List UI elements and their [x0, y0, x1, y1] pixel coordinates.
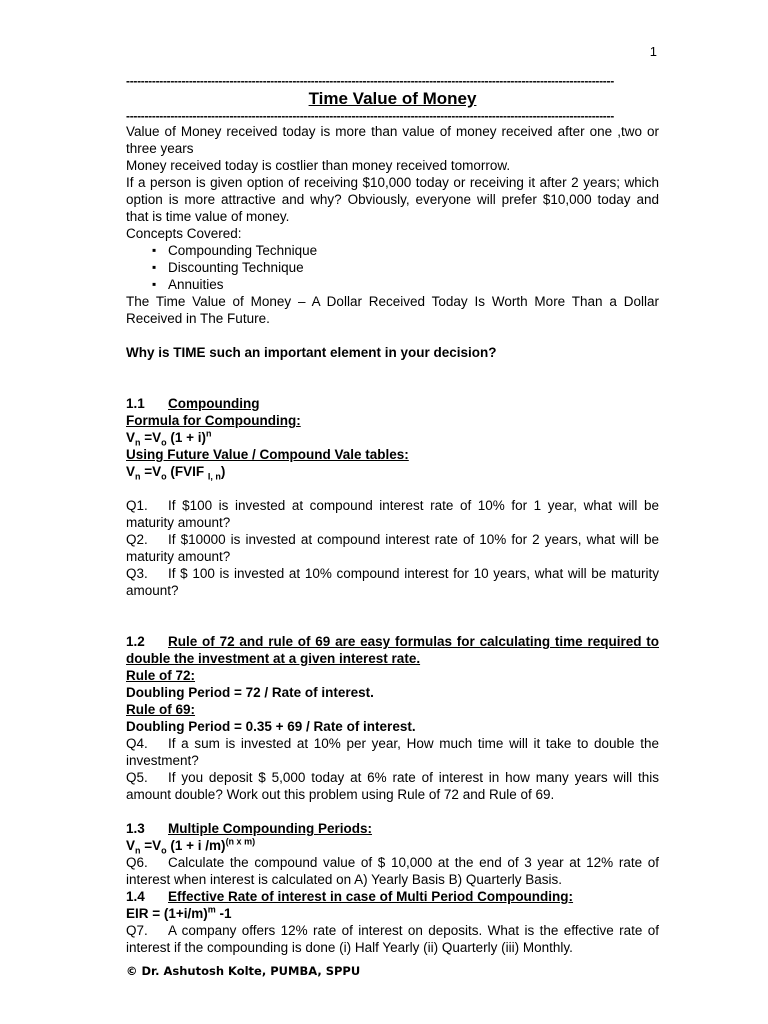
question-q4: Q4. If a sum is invested at 10% per year, How much time will it take to double the investment? — [126, 736, 659, 768]
section-number: 1.1 — [126, 396, 145, 411]
rule-69-formula: Doubling Period = 0.35 + 69 / Rate of interest. — [126, 719, 416, 734]
tables-label: Using Future Value / Compound Vale tables: — [126, 447, 409, 462]
question-q3: Q3. If $ 100 is invested at 10% compound interest for 10 years, what will be maturity amount? — [126, 566, 659, 598]
intro-line-1: Value of Money received today is more than value of money received after one ,two or three years — [126, 124, 659, 156]
section-1-1-heading — [126, 395, 659, 412]
page-content — [126, 75, 659, 956]
concepts-label: Concepts Covered: — [126, 226, 242, 241]
top-dash-rule: ------------------------------------------------------------------------------------------------------------------------------------ — [126, 75, 614, 88]
concept-item: ▪ Discounting Technique — [152, 259, 659, 276]
why-question: Why is TIME such an important element in your decision? — [126, 345, 497, 360]
section-1-3-heading: 1.3 Multiple Compounding Periods: — [126, 821, 372, 836]
question-q7: Q7. A company offers 12% rate of interest on deposits. What is the effective rate of interest if the compounding is done (i) Half Yearly (ii) Quarterly (iii) Monthly. — [126, 923, 659, 955]
tvm-statement: The Time Value of Money – A Dollar Received Today Is Worth More Than a Dollar Received in The Future. — [126, 294, 659, 326]
page-title: Time Value of Money — [308, 89, 477, 108]
compounding-formula: $V_n =V_o$ $(1 + i)^n$ — [126, 428, 212, 448]
concept-item: ▪ Compounding Technique — [152, 242, 659, 259]
title-dash-rule: ------------------------------------------------------------------------------------------------------------------------------------ — [126, 110, 614, 123]
section-title: Compounding — [168, 396, 260, 411]
question-q6: Q6. Calculate the compound value of $ 10,000 at the end of 3 year at 12% rate of interest when interest is calculated on A) Yearly Basis B) Quarterly Basis. — [126, 855, 659, 887]
section-1-4-heading: 1.4 Effective Rate of interest in case of Multi Period Compounding: — [126, 889, 574, 904]
concept-item: ▪ Annuities — [152, 276, 659, 293]
footer-copyright: © Dr. Ashutosh Kolte, PUMBA, SPPU — [126, 964, 361, 978]
eir-formula: EIR = $(1+i/m)^m$ -1 — [126, 904, 232, 921]
compounding-formula-label: Formula for Compounding: — [126, 413, 301, 428]
page-number: 1 — [649, 44, 657, 59]
intro-line-3: If a person is given option of receiving $10,000 today or receiving it after 2 years; which option is more attractive and why? Obviously, everyone will prefer $10,000 today and that is time value of money. — [126, 175, 659, 224]
rule-69-label: Rule of 69: — [126, 702, 196, 717]
concepts-list — [126, 242, 659, 293]
fvif-formula: $V_n =V_o$ (FVIF $_{I, n}$) — [126, 464, 226, 482]
rule-72-label: Rule of 72: — [126, 668, 196, 683]
section-1-2-heading: 1.2 Rule of 72 and rule of 69 are easy formulas for calculating time required to double the investment at a given interest rate. — [126, 634, 659, 666]
question-q2: Q2. If $10000 is invested at compound interest rate of 10% for 2 years, what will be maturity amount? — [126, 532, 659, 564]
question-q1: Q1. If $100 is invested at compound interest rate of 10% for 1 year, what will be maturity amount? — [126, 498, 659, 530]
multi-compounding-formula: $V_n =V_o$ (1 + i /m)$^{(n x m)}$ — [126, 836, 256, 856]
rule-72-formula: Doubling Period = 72 / Rate of interest. — [126, 685, 374, 700]
intro-line-2: Money received today is costlier than money received tomorrow. — [126, 158, 511, 173]
question-q5: Q5. If you deposit $ 5,000 today at 6% rate of interest in how many years will this amount double? Work out this problem using Rule of 72 and Rule of 69. — [126, 770, 659, 802]
